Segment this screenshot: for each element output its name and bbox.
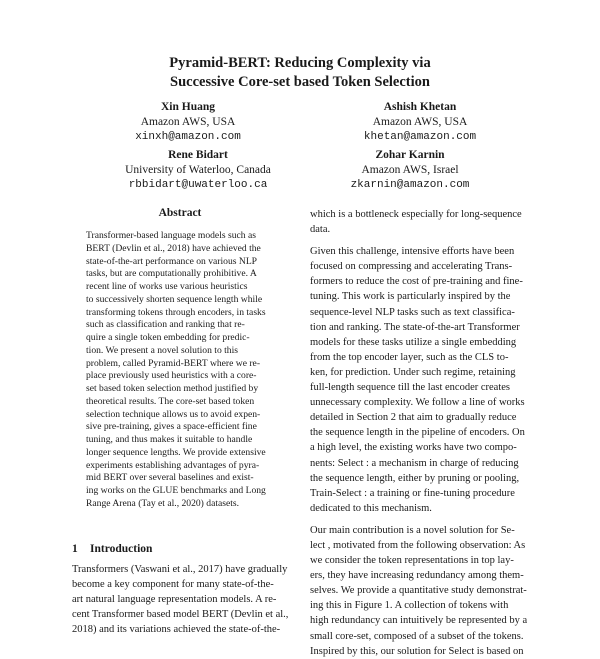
author-block — [78, 100, 298, 145]
title-line-1: Pyramid-BERT: Reducing Complexity via — [169, 55, 431, 71]
abstract-body — [86, 230, 278, 511]
text-line: art natural language representation models. A re- — [72, 594, 277, 605]
text-line: tion. We present a novel solution to this — [86, 344, 239, 356]
text-line: Train-Select : a training or fine-tuning procedure — [310, 487, 515, 499]
section-number: 1 — [72, 543, 78, 555]
text-line: tuning, and thus makes it suitable to handle — [86, 434, 253, 445]
author-name: Xin Huang — [160, 101, 215, 113]
text-line: nents: Select : a mechanism in charge of reducing — [310, 457, 519, 469]
text-line: a high level, the existing works have two compo- — [310, 442, 517, 454]
text-line: data. — [310, 224, 331, 236]
text-line: ing works on the GLUE benchmarks and Long — [86, 485, 266, 496]
text-line: the sequence length, either by pruning or pooling, — [310, 472, 520, 484]
section-title: Introduction — [90, 543, 153, 555]
text-line: such as classification and ranking that re- — [86, 319, 245, 331]
text-line: longer sequence lengths. We provide extensive — [86, 446, 266, 458]
text-line: to successively shorten sequence length while — [86, 293, 263, 305]
text-line: set based token selection method justified by — [86, 383, 259, 394]
text-line: cent Transformer based model BERT (Devlin et al., — [72, 609, 289, 620]
text-line: transforming tokens through encoders, in tasks — [86, 306, 266, 318]
text-line: ken, for prediction. Under such regime, retaining — [310, 366, 516, 378]
text-line: state-of-the-art performance on various NLP — [86, 255, 258, 267]
text-line: sequence-level NLP tasks such as text classifica- — [310, 306, 515, 318]
text-line: from the top encoder layer, such as the CLS to- — [310, 351, 509, 363]
right-column-body — [310, 207, 532, 659]
text-line: tuning. This work is particularly inspired by the — [310, 291, 511, 303]
author-name: Rene Bidart — [168, 149, 228, 161]
text-line: small core-set, composed of a subset of the tokens. — [310, 630, 524, 642]
text-line: focused on compressing and accelerating Trans- — [310, 261, 513, 273]
text-line: tasks, but are computationally prohibitive. A — [86, 268, 257, 280]
text-line: selection technique allows us to avoid expen- — [86, 408, 261, 420]
text-line: Range Arena (Tay et al., 2020) datasets. — [86, 497, 240, 509]
text-line: 2018) and its variations achieved the state-of-the- — [72, 624, 281, 635]
author-affiliation: Amazon AWS, Israel — [361, 164, 459, 176]
text-line: formers to reduce the cost of pre-training and fine- — [310, 276, 523, 288]
text-line: tion and ranking. The state-of-the-art Transformer — [310, 321, 520, 333]
text-line: place previously used heuristics with a core- — [86, 370, 257, 382]
paper-title — [100, 54, 500, 92]
text-line: ing this in Figure 1. A collection of tokens with — [310, 600, 509, 612]
author-block — [300, 148, 520, 193]
text-line: Given this challenge, intensive efforts have been — [310, 246, 515, 258]
abstract-heading: Abstract — [158, 207, 202, 219]
text-line: experiments establishing advantages of pyra- — [86, 459, 260, 471]
text-line: become a key component for many state-of-the- — [72, 579, 274, 590]
text-line: selves. We provide a quantitative study demonstrat- — [310, 585, 527, 597]
text-line: lect , motivated from the following observation: As — [310, 539, 526, 551]
author-name: Ashish Khetan — [383, 101, 457, 113]
author-name: Zohar Karnin — [375, 149, 445, 161]
text-line: Transformer-based language models such as — [86, 230, 256, 241]
author-email[interactable]: rbbidart@uwaterloo.ca — [128, 179, 268, 191]
author-block — [88, 148, 308, 193]
text-line: high redundancy can intuitively be represented by a — [310, 615, 528, 627]
text-line: we consider the token representations in top lay- — [310, 555, 514, 567]
text-line: which is a bottleneck especially for long-sequence — [310, 209, 522, 220]
text-line: dedicated to this mechanism. — [310, 502, 432, 514]
paragraph — [310, 244, 532, 516]
text-line: recent line of works use various heuristics — [86, 281, 248, 292]
text-line: detailed in Section 2 that aim to gradually reduce — [310, 412, 517, 424]
title-line-2: Successive Core-set based Token Selection — [170, 74, 430, 90]
text-line: Inspired by this, our solution for Select is based on — [310, 645, 524, 657]
author-email[interactable]: zkarnin@amazon.com — [350, 179, 470, 191]
text-line: ers, they have increasing redundancy among them- — [310, 570, 524, 582]
text-line: sive pre-training, gives a space-efficient fine — [86, 421, 257, 433]
author-affiliation: Amazon AWS, USA — [140, 116, 236, 128]
text-line: unnecessary complexity. We follow a line of works — [310, 397, 525, 409]
text-line: quire a single token embedding for predic- — [86, 332, 250, 343]
author-affiliation: University of Waterloo, Canada — [125, 164, 271, 176]
text-line: the sequence length in the pipeline of encoders. On — [310, 427, 525, 439]
text-line: full-length sequence till the last encoder creates — [310, 382, 510, 394]
author-affiliation: Amazon AWS, USA — [372, 116, 468, 128]
text-line: problem, called Pyramid-BERT where we re- — [86, 357, 261, 369]
section-heading — [72, 543, 152, 555]
text-line: Transformers (Vaswani et al., 2017) have gradually — [72, 564, 288, 575]
text-line: models for these tasks utilize a single embedding — [310, 336, 517, 348]
text-line: BERT (Devlin et al., 2018) have achieved the — [86, 242, 261, 254]
author-email[interactable]: khetan@amazon.com — [363, 131, 477, 143]
paragraph — [310, 207, 532, 237]
text-line: mid BERT over several baselines and exist- — [86, 472, 254, 484]
text-line: theoretical results. The core-set based token — [86, 395, 255, 407]
author-email[interactable]: xinxh@amazon.com — [135, 131, 241, 143]
paragraph — [310, 523, 532, 659]
text-line: Our main contribution is a novel solution for Se- — [310, 524, 515, 536]
author-block — [310, 100, 530, 145]
